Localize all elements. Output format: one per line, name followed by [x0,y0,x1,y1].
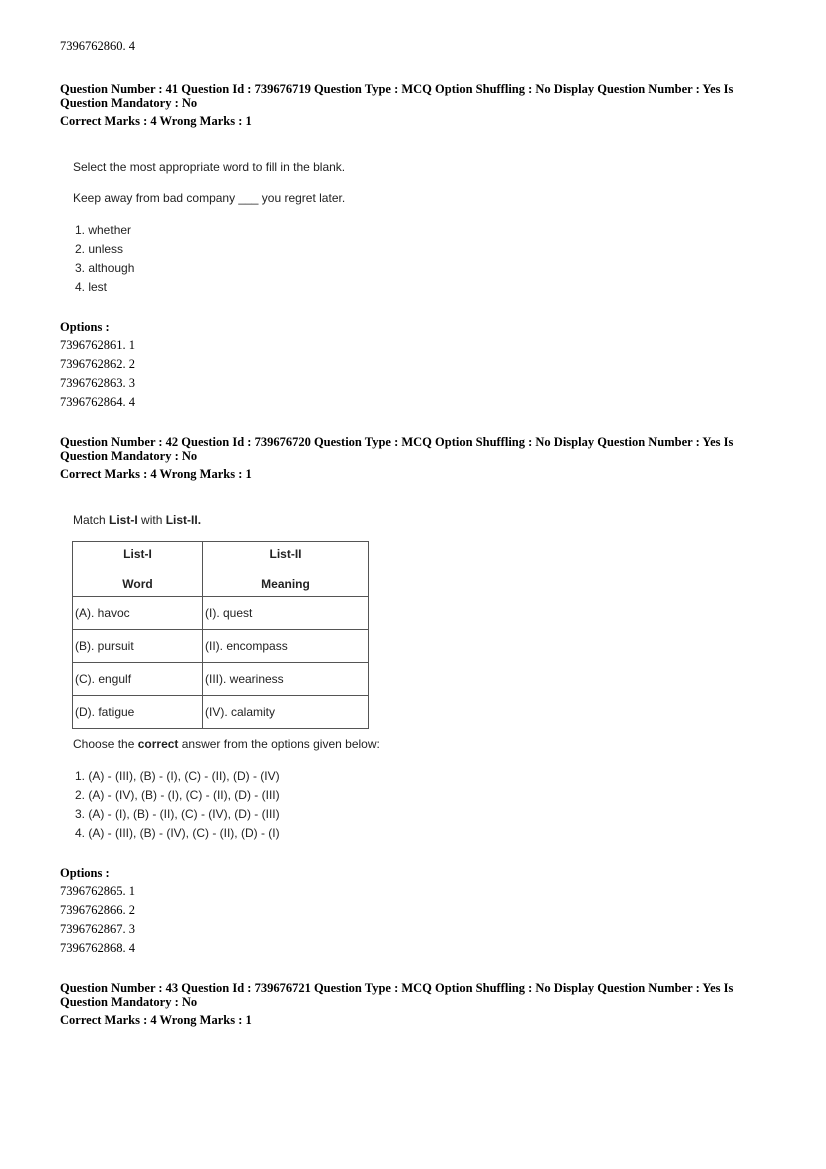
q42-choose-instruction [73,737,380,751]
q42-options-label: Options : [60,866,110,880]
q41-choice-1: 1. whether [75,223,132,237]
table-cell: (B). pursuit [73,630,203,663]
q41-option-1: 7396762861. 1 [60,338,135,352]
q41-marks: Correct Marks : 4 Wrong Marks : 1 [60,114,252,128]
q42-choose-bold: correct [137,737,179,751]
match-table [72,541,369,729]
q41-option-2: 7396762862. 2 [60,357,135,371]
q41-option-3: 7396762863. 3 [60,376,135,390]
table-cell: (II). encompass [203,630,369,663]
q42-instruction-list1: List-I [109,513,138,527]
q42-choice-2: 2. (A) - (IV), (B) - (I), (C) - (II), (D) - (III) [75,788,280,802]
q42-instruction-pre: Match [73,513,110,527]
q42-marks: Correct Marks : 4 Wrong Marks : 1 [60,467,252,481]
q42-choice-1: 1. (A) - (III), (B) - (I), (C) - (II), (D) - (IV) [75,769,280,783]
q43-marks: Correct Marks : 4 Wrong Marks : 1 [60,1013,252,1027]
q41-choice-4: 4. lest [75,280,108,294]
table-cell: (III). weariness [203,663,369,696]
q42-instruction-list2: List-II. [165,513,202,527]
q42-option-1: 7396762865. 1 [60,884,135,898]
match-table-col2-header [203,542,369,597]
table-cell: (IV). calamity [203,696,369,729]
col1-subtitle: Word [122,577,153,591]
q42-instruction [73,513,201,527]
table-row [73,597,369,630]
q41-sentence: Keep away from bad company ___ you regret later. [73,191,346,205]
previous-option-line: 7396762860. 4 [60,39,135,53]
table-cell: (C). engulf [73,663,203,696]
match-table-col1-header [73,542,203,597]
q41-header: Question Number : 41 Question Id : 739676719 Question Type : MCQ Option Shuffling : No Display Question Number : Yes Is Question Mandatory : No [60,82,734,110]
q42-choose-pre: Choose the [73,737,138,751]
q42-choose-post: answer from the options given below: [178,737,380,751]
col2-title: List-II [269,547,302,561]
q42-choice-4: 4. (A) - (III), (B) - (IV), (C) - (II), (D) - (I) [75,826,280,840]
q42-option-2: 7396762866. 2 [60,903,135,917]
q41-instruction: Select the most appropriate word to fill in the blank. [73,160,346,174]
q42-instruction-mid: with [137,513,166,527]
q42-option-4: 7396762868. 4 [60,941,135,955]
q41-option-4: 7396762864. 4 [60,395,135,409]
q41-options-label: Options : [60,320,110,334]
table-row [73,696,369,729]
q42-header: Question Number : 42 Question Id : 739676720 Question Type : MCQ Option Shuffling : No Display Question Number : Yes Is Question Mandatory : No [60,435,734,463]
q42-choice-3: 3. (A) - (I), (B) - (II), (C) - (IV), (D) - (III) [75,807,280,821]
q43-header: Question Number : 43 Question Id : 739676721 Question Type : MCQ Option Shuffling : No Display Question Number : Yes Is Question Mandatory : No [60,981,734,1009]
q41-choice-3: 3. although [75,261,135,275]
col1-title: List-I [123,547,152,561]
q42-option-3: 7396762867. 3 [60,922,135,936]
col2-subtitle: Meaning [261,577,310,591]
table-row [73,630,369,663]
q41-choice-2: 2. unless [75,242,124,256]
table-cell: (I). quest [203,597,369,630]
match-table-header-row [73,542,369,597]
table-cell: (A). havoc [73,597,203,630]
table-cell: (D). fatigue [73,696,203,729]
table-row [73,663,369,696]
